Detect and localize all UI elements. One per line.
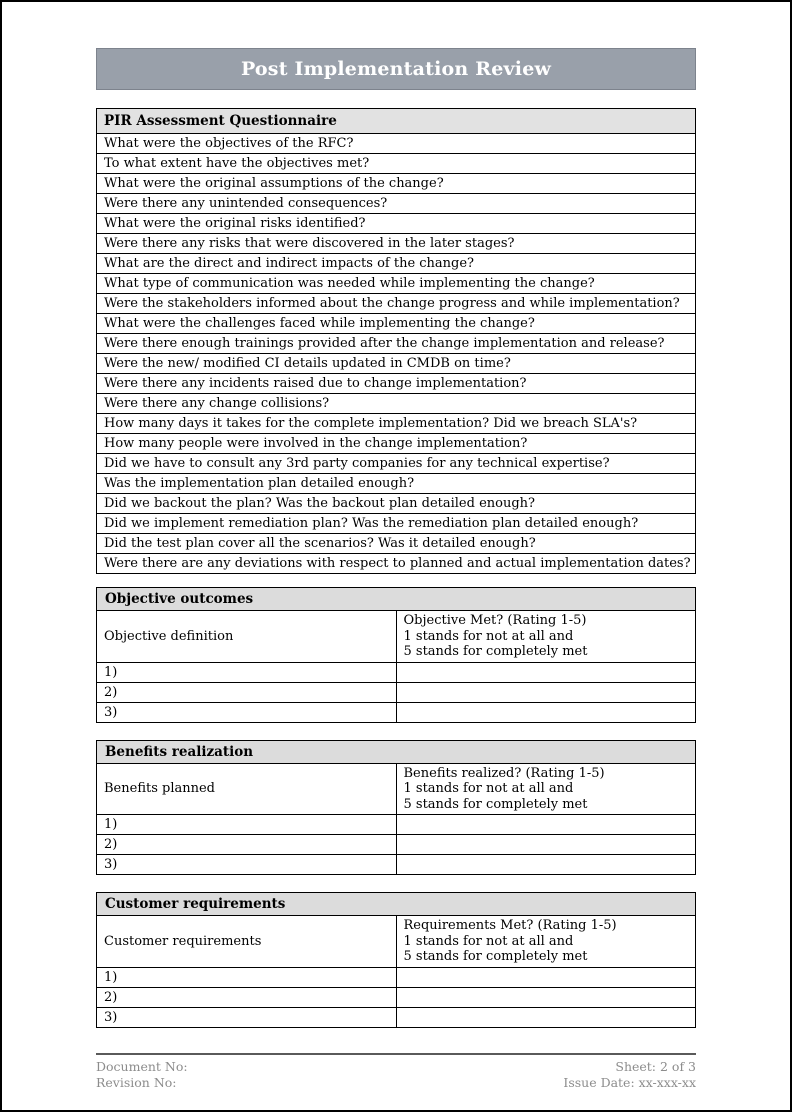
question-row bbox=[97, 154, 696, 174]
entry-number-cell[interactable]: 3) bbox=[97, 1007, 397, 1027]
question-text: Did we backout the plan? Was the backout plan detailed enough? bbox=[97, 494, 696, 514]
question-row bbox=[97, 434, 696, 454]
question-text: What were the original assumptions of the change? bbox=[97, 174, 696, 194]
entry-number-cell[interactable]: 1) bbox=[97, 662, 397, 682]
rating-cell[interactable] bbox=[396, 682, 696, 702]
question-row bbox=[97, 394, 696, 414]
question-text: Were there any incidents raised due to change implementation? bbox=[97, 374, 696, 394]
entry-number-cell[interactable]: 1) bbox=[97, 967, 397, 987]
pir-questionnaire-table bbox=[96, 108, 696, 574]
section-header-row bbox=[97, 588, 696, 611]
question-row bbox=[97, 214, 696, 234]
question-row bbox=[97, 334, 696, 354]
rating-description-line: 5 stands for completely met bbox=[403, 949, 588, 964]
entry-number-cell[interactable]: 3) bbox=[97, 855, 397, 875]
definition-label: Customer requirements bbox=[97, 916, 397, 968]
rating-description-line: 1 stands for not at all and bbox=[403, 781, 574, 796]
question-row bbox=[97, 494, 696, 514]
entry-row bbox=[97, 1007, 696, 1027]
question-text: What type of communication was needed while implementing the change? bbox=[97, 274, 696, 294]
question-row bbox=[97, 234, 696, 254]
question-text: What are the direct and indirect impacts of the change? bbox=[97, 254, 696, 274]
customer-requirements-table bbox=[96, 892, 696, 1028]
section-header: Benefits realization bbox=[97, 740, 696, 763]
rating-description-line: 1 stands for not at all and bbox=[403, 628, 574, 644]
rating-description-line: 5 stands for completely met bbox=[403, 644, 588, 659]
question-text: Did we have to consult any 3rd party companies for any technical expertise? bbox=[97, 454, 696, 474]
section-header: Customer requirements bbox=[97, 893, 696, 916]
question-text: How many people were involved in the change implementation? bbox=[97, 434, 696, 454]
entry-row bbox=[97, 815, 696, 835]
question-row bbox=[97, 294, 696, 314]
question-text: To what extent have the objectives met? bbox=[97, 154, 696, 174]
question-row bbox=[97, 194, 696, 214]
entry-row bbox=[97, 835, 696, 855]
document-title-bar bbox=[96, 48, 696, 90]
questionnaire-header: PIR Assessment Questionnaire bbox=[97, 109, 696, 134]
rating-cell[interactable] bbox=[396, 702, 696, 722]
question-text: What were the original risks identified? bbox=[97, 214, 696, 234]
question-text: Were there any risks that were discovered in the later stages? bbox=[97, 234, 696, 254]
entry-row bbox=[97, 967, 696, 987]
question-row bbox=[97, 274, 696, 294]
question-text: Were the new/ modified CI details updated in CMDB on time? bbox=[97, 354, 696, 374]
definition-label: Objective definition bbox=[97, 611, 397, 663]
definition-label: Benefits planned bbox=[97, 763, 397, 815]
section-header-row bbox=[97, 740, 696, 763]
revision-no-label: Revision No: bbox=[96, 1074, 177, 1090]
issue-date-label: Issue Date: xx-xxx-xx bbox=[563, 1074, 696, 1090]
entry-number-cell[interactable]: 2) bbox=[97, 682, 397, 702]
page-title: Post Implementation Review bbox=[240, 58, 552, 80]
rating-description-line: 5 stands for completely met bbox=[403, 796, 588, 812]
rating-description-line: Objective Met? (Rating 1-5) bbox=[403, 613, 587, 628]
question-row bbox=[97, 514, 696, 534]
question-row bbox=[97, 354, 696, 374]
question-text: What were the challenges faced while implementing the change? bbox=[97, 314, 696, 334]
question-row bbox=[97, 414, 696, 434]
page-content bbox=[96, 48, 696, 1091]
questionnaire-header-row bbox=[97, 109, 696, 134]
section-definition-row bbox=[97, 763, 696, 815]
entry-row bbox=[97, 855, 696, 875]
question-text: Were the stakeholders informed about the change progress and while implementation? bbox=[97, 294, 696, 314]
question-text: Did the test plan cover all the scenarios? Was it detailed enough? bbox=[97, 534, 696, 554]
rating-description bbox=[396, 611, 696, 663]
rating-cell[interactable] bbox=[396, 662, 696, 682]
document-no-label: Document No: bbox=[96, 1058, 188, 1074]
objective-outcomes-table bbox=[96, 587, 696, 723]
rating-description bbox=[396, 763, 696, 815]
section-header: Objective outcomes bbox=[97, 588, 696, 611]
question-text: Were there enough trainings provided after the change implementation and release? bbox=[97, 334, 696, 354]
question-row bbox=[97, 174, 696, 194]
rating-description bbox=[396, 916, 696, 968]
entry-row bbox=[97, 987, 696, 1007]
entry-number-cell[interactable]: 3) bbox=[97, 702, 397, 722]
footer-right bbox=[563, 1059, 696, 1091]
question-text: Did we implement remediation plan? Was the remediation plan detailed enough? bbox=[97, 514, 696, 534]
question-row bbox=[97, 554, 696, 574]
benefits-realization-table bbox=[96, 740, 696, 876]
question-row bbox=[97, 534, 696, 554]
rating-cell[interactable] bbox=[396, 967, 696, 987]
rating-cell[interactable] bbox=[396, 835, 696, 855]
entry-number-cell[interactable]: 1) bbox=[97, 815, 397, 835]
rating-cell[interactable] bbox=[396, 1007, 696, 1027]
page-footer bbox=[96, 1053, 696, 1091]
sheet-label: Sheet: 2 of 3 bbox=[615, 1058, 696, 1074]
section-definition-row bbox=[97, 611, 696, 663]
section-definition-row bbox=[97, 916, 696, 968]
entry-row bbox=[97, 702, 696, 722]
question-row bbox=[97, 314, 696, 334]
question-row bbox=[97, 254, 696, 274]
section-header-row bbox=[97, 893, 696, 916]
rating-description-line: 1 stands for not at all and bbox=[403, 933, 574, 949]
question-text: Were there any unintended consequences? bbox=[97, 194, 696, 214]
entry-number-cell[interactable]: 2) bbox=[97, 835, 397, 855]
rating-cell[interactable] bbox=[396, 987, 696, 1007]
question-text: Were there any change collisions? bbox=[97, 394, 696, 414]
entry-row bbox=[97, 682, 696, 702]
question-row bbox=[97, 474, 696, 494]
question-text: How many days it takes for the complete implementation? Did we breach SLA's? bbox=[97, 414, 696, 434]
rating-cell[interactable] bbox=[396, 855, 696, 875]
entry-number-cell[interactable]: 2) bbox=[97, 987, 397, 1007]
entry-row bbox=[97, 662, 696, 682]
rating-cell[interactable] bbox=[396, 815, 696, 835]
question-text: Were there are any deviations with respect to planned and actual implementation dates? bbox=[97, 554, 696, 574]
question-row bbox=[97, 134, 696, 154]
rating-description-line: Benefits realized? (Rating 1-5) bbox=[403, 765, 605, 781]
question-text: What were the objectives of the RFC? bbox=[97, 134, 696, 154]
footer-left bbox=[96, 1059, 188, 1091]
question-row bbox=[97, 454, 696, 474]
question-row bbox=[97, 374, 696, 394]
question-text: Was the implementation plan detailed enough? bbox=[97, 474, 696, 494]
rating-description-line: Requirements Met? (Rating 1-5) bbox=[403, 918, 617, 933]
